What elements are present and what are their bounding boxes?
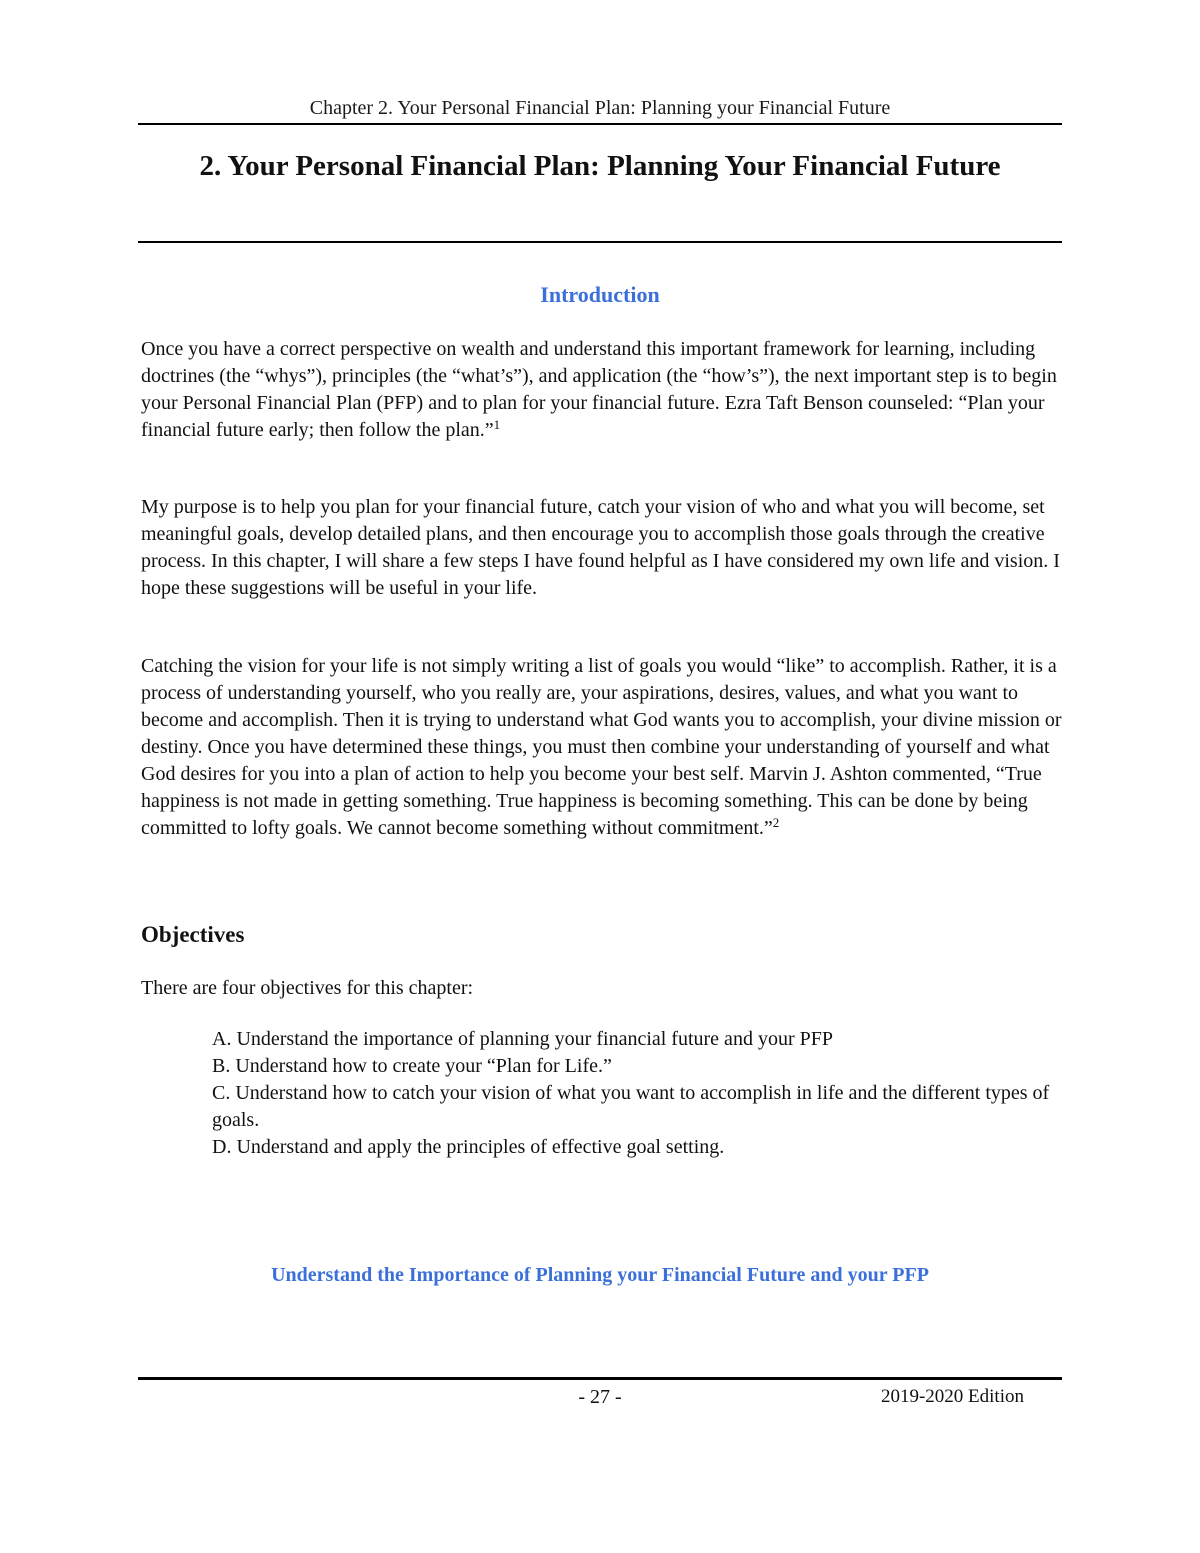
intro-paragraph-1	[141, 336, 1066, 444]
running-header: Chapter 2. Your Personal Financial Plan: Planning your Financial Future	[309, 97, 891, 119]
objective-item: A. Understand the importance of planning your financial future and your PFP	[212, 1028, 833, 1050]
objectives-heading: Objectives	[141, 922, 245, 947]
objectives-list	[212, 1026, 1066, 1161]
intro-paragraph-3	[141, 653, 1066, 842]
footnote-ref-1: 1	[493, 417, 501, 432]
title-rule	[138, 241, 1062, 243]
chapter-title: 2. Your Personal Financial Plan: Planning Your Financial Future	[199, 150, 1001, 182]
page-number: - 27 -	[578, 1386, 622, 1408]
intro-paragraph-3-text: Catching the vision for your life is not simply writing a list of goals you would “like” to accomplish. Rather, it is a process of understanding yourself, who you really are, your aspirations, desires, values, and what you want to become and accomplish. Then it is trying to understand what God wants you to accomplish, your divine mission or destiny. Once you have determined these things, you must then combine your understanding of yourself and what God desires for you into a plan of action to help you become your best self. Marvin J. Ashton commented, “True happiness is not made in getting something. True happiness is becoming something. This can be done by being committed to lofty goals. We cannot become something without commitment.”	[141, 655, 1062, 839]
objective-item: B. Understand how to create your “Plan for Life.”	[212, 1055, 612, 1077]
objective-item: C. Understand how to catch your vision of what you want to accomplish in life and the different types of goals.	[212, 1082, 1050, 1131]
pfp-section-heading: Understand the Importance of Planning your Financial Future and your PFP	[271, 1264, 929, 1286]
intro-paragraph-2: My purpose is to help you plan for your financial future, catch your vision of who and what you will become, set meaningful goals, develop detailed plans, and then encourage you to accomplish those goals through the creative process. In this chapter, I will share a few steps I have found helpful as I have considered my own life and vision. I hope these suggestions will be useful in your life.	[141, 496, 1060, 599]
objective-item: D. Understand and apply the principles of effective goal setting.	[212, 1136, 725, 1158]
footer-rule	[138, 1377, 1062, 1380]
introduction-heading: Introduction	[540, 282, 660, 307]
header-rule	[138, 123, 1062, 125]
objectives-intro: There are four objectives for this chapter:	[141, 977, 474, 999]
footnote-ref-2: 2	[772, 815, 780, 830]
intro-paragraph-1-text: Once you have a correct perspective on wealth and understand this important framework for learning, including doctrines (the “whys”), principles (the “what’s”), and application (the “how’s”), the next important step is to begin your Personal Financial Plan (PFP) and to plan for your financial future. Ezra Taft Benson counseled: “Plan your financial future early; then follow the plan.”	[141, 338, 1057, 441]
edition-label: 2019-2020 Edition	[880, 1386, 1024, 1407]
